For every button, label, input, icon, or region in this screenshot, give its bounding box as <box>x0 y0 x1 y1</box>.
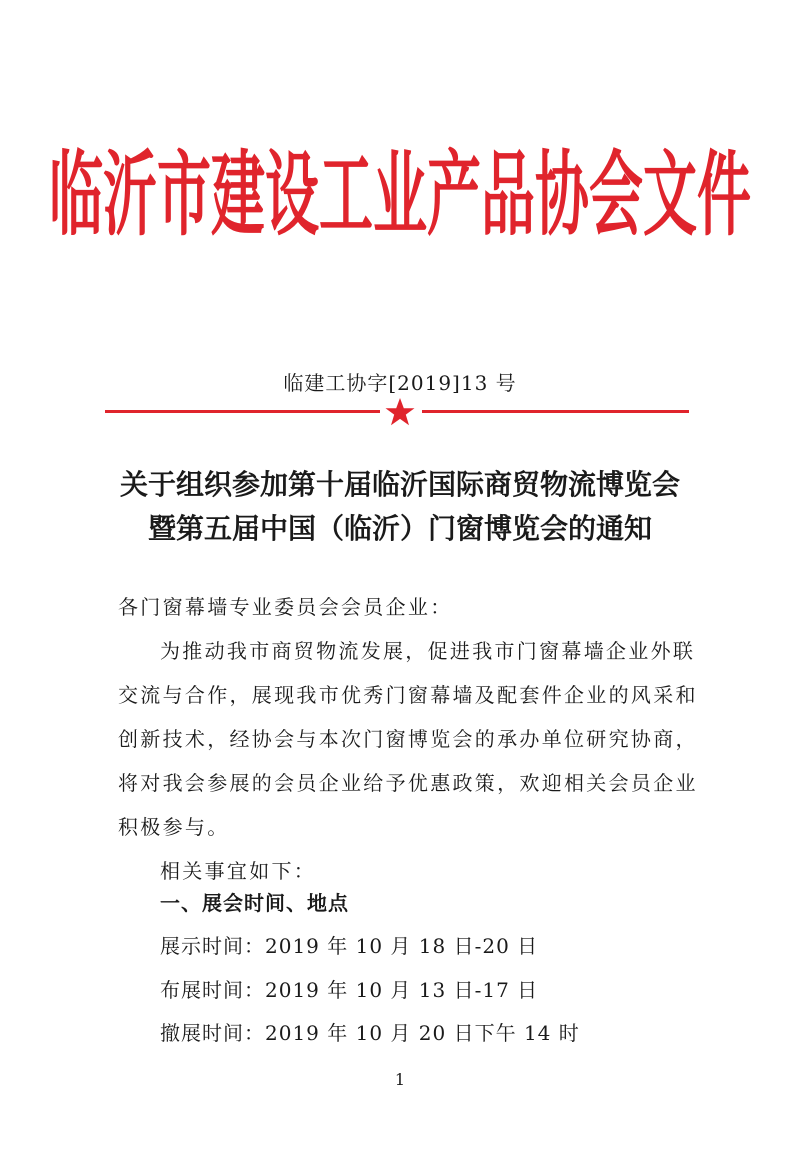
notice-title-line-2: 暨第五届中国（临沂）门窗博览会的通知 <box>147 512 652 545</box>
exhibition-time: 展示时间：2019 年 10 月 18 日-20 日 <box>160 934 539 958</box>
body-line: 创新技术，经协会与本次门窗博览会的承办单位研究协商， <box>118 727 698 751</box>
masthead-title: 临沂市建设工业产品协会文件 <box>49 139 751 249</box>
red-star-icon <box>384 397 416 427</box>
red-rule-left <box>105 410 380 413</box>
body-line: 为推动我市商贸物流发展，促进我市门窗幕墙企业外联 <box>160 639 696 663</box>
body-line: 积极参与。 <box>118 815 230 839</box>
body-line: 将对我会参展的会员企业给予优惠政策，欢迎相关会员企业 <box>118 771 698 795</box>
section-heading: 一、展会时间、地点 <box>160 891 349 915</box>
setup-time: 布展时间：2019 年 10 月 13 日-17 日 <box>160 978 539 1002</box>
document-number: 临建工协字[2019]13 号 <box>283 371 517 395</box>
red-rule-right <box>422 410 689 413</box>
notice-title-line-1: 关于组织参加第十届临沂国际商贸物流博览会 <box>119 468 680 501</box>
page-number: 1 <box>394 1070 406 1089</box>
body-line: 交流与合作，展现我市优秀门窗幕墙及配套件企业的风采和 <box>118 683 698 707</box>
teardown-time: 撤展时间：2019 年 10 月 20 日下午 14 时 <box>160 1021 580 1045</box>
matters-intro: 相关事宜如下： <box>160 859 317 883</box>
salutation: 各门窗幕墙专业委员会会员企业： <box>118 595 453 619</box>
